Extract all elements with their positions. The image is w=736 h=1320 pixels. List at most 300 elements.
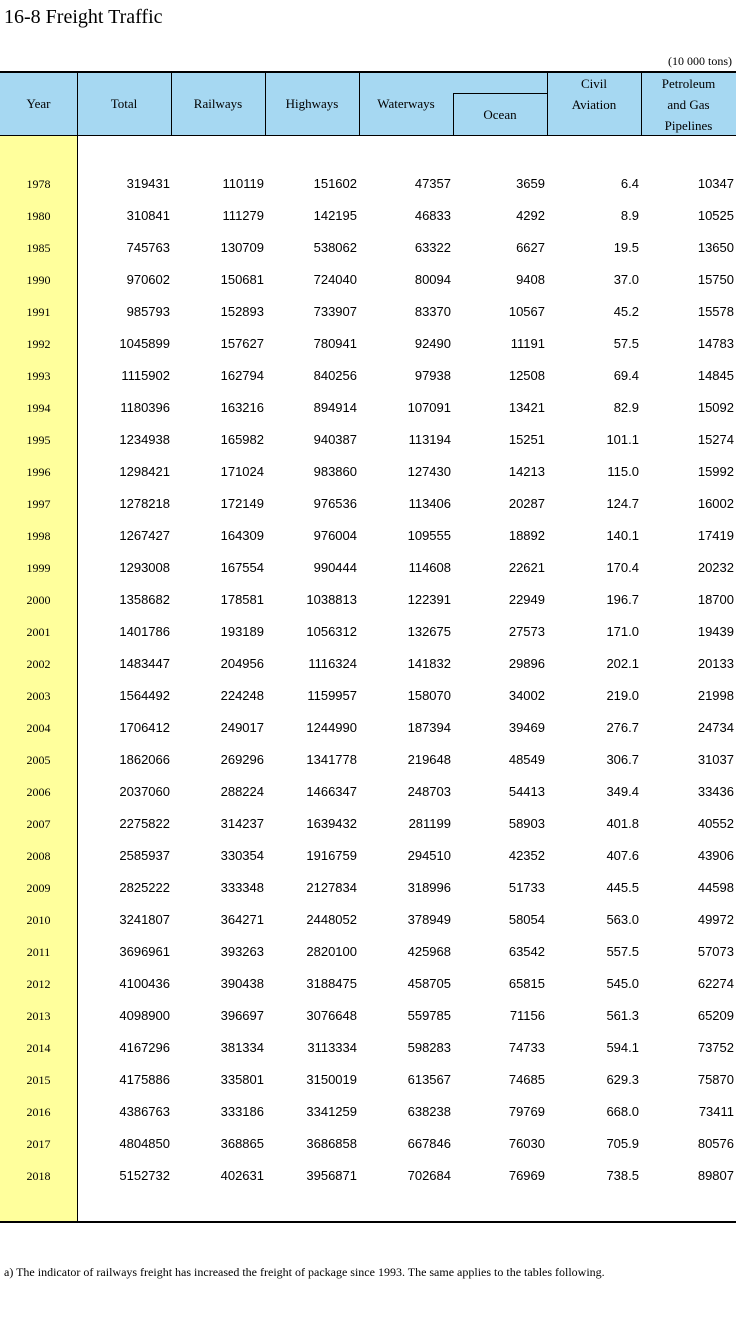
pipelines-cell: 80576 (697, 1136, 734, 1151)
pipelines-cell: 15750 (697, 272, 734, 287)
year-cell: 2007 (26, 817, 51, 831)
total-cell: 1267427 (119, 528, 170, 543)
pipelines-cell: 10347 (697, 176, 734, 191)
civil-aviation-cell: 115.0 (607, 464, 639, 479)
table-row (0, 744, 736, 776)
ocean-cell: 20287 (508, 496, 545, 511)
civil-aviation-cell: 82.9 (613, 400, 639, 415)
civil-aviation-cell: 140.1 (606, 528, 639, 543)
table-row (0, 648, 736, 680)
highways-cell: 2820100 (306, 944, 357, 959)
highways-cell: 3150019 (306, 1072, 357, 1087)
railways-cell: 314237 (220, 816, 264, 831)
table-row (0, 936, 736, 968)
highways-cell: 1916759 (306, 848, 357, 863)
year-cell: 2002 (26, 657, 51, 671)
table-bottom-rule (0, 1221, 736, 1223)
railways-cell: 164309 (220, 528, 264, 543)
ocean-cell: 71156 (509, 1008, 545, 1023)
table-row (0, 1128, 736, 1160)
waterways-cell: 158070 (407, 688, 451, 703)
civil-aviation-cell: 124.7 (606, 496, 639, 511)
pipelines-cell: 15578 (697, 304, 734, 319)
waterways-cell: 458705 (407, 976, 451, 991)
total-cell: 745763 (126, 240, 170, 255)
waterways-cell: 219648 (407, 752, 451, 767)
railways-cell: 393263 (220, 944, 264, 959)
year-cell: 1996 (26, 465, 51, 479)
highways-cell: 1056312 (306, 624, 357, 639)
civil-aviation-cell: 349.4 (606, 784, 639, 799)
total-cell: 1293008 (119, 560, 170, 575)
railways-cell: 172149 (220, 496, 264, 511)
year-cell: 2006 (26, 785, 51, 799)
year-cell: 2005 (26, 753, 51, 767)
civil-aviation-cell: 57.5 (613, 336, 639, 351)
highways-cell: 976004 (313, 528, 357, 543)
civil-aviation-cell: 306.7 (606, 752, 639, 767)
highways-cell: 3076648 (306, 1008, 357, 1023)
year-cell: 1985 (26, 241, 51, 255)
ocean-cell: 79769 (508, 1104, 545, 1119)
waterways-cell: 667846 (407, 1136, 451, 1151)
total-cell: 4167296 (119, 1040, 170, 1055)
railways-cell: 110119 (222, 176, 264, 191)
highways-cell: 1244990 (306, 720, 357, 735)
civil-aviation-cell: 629.3 (606, 1072, 639, 1087)
ocean-cell: 22949 (508, 592, 545, 607)
highways-cell: 142195 (313, 208, 357, 223)
civil-aviation-cell: 705.9 (606, 1136, 639, 1151)
ocean-cell: 12508 (508, 368, 545, 383)
railways-cell: 130709 (220, 240, 264, 255)
civil-aviation-cell: 219.0 (606, 688, 639, 703)
year-cell: 2000 (26, 593, 51, 607)
ocean-cell: 58903 (508, 816, 545, 831)
pipelines-cell: 19439 (697, 624, 734, 639)
total-cell: 1401786 (119, 624, 170, 639)
railways-cell: 390438 (220, 976, 264, 991)
waterways-cell: 294510 (407, 848, 451, 863)
highways-cell: 2448052 (306, 912, 357, 927)
year-cell: 2017 (26, 1137, 51, 1151)
table-row (0, 232, 736, 264)
ocean-cell: 63542 (508, 944, 545, 959)
header-pipelines-line3: Pipelines (664, 118, 713, 133)
year-cell: 1991 (26, 305, 51, 319)
civil-aviation-cell: 276.7 (606, 720, 639, 735)
railways-cell: 381334 (220, 1040, 264, 1055)
total-cell: 985793 (126, 304, 170, 319)
waterways-cell: 318996 (407, 880, 451, 895)
waterways-cell: 92490 (414, 336, 451, 351)
table-row (0, 296, 736, 328)
railways-cell: 330354 (220, 848, 264, 863)
railways-cell: 163216 (220, 400, 264, 415)
pipelines-cell: 31037 (697, 752, 734, 767)
waterways-cell: 378949 (407, 912, 451, 927)
header-total: Total (110, 96, 138, 111)
total-cell: 2825222 (119, 880, 170, 895)
header-civil-aviation-line2: Aviation (571, 97, 617, 112)
total-cell: 1706412 (119, 720, 170, 735)
table-row (0, 488, 736, 520)
pipelines-cell: 15092 (697, 400, 734, 415)
highways-cell: 733907 (313, 304, 357, 319)
table-row (0, 808, 736, 840)
header-ocean: Ocean (483, 107, 517, 122)
waterways-cell: 187394 (407, 720, 451, 735)
highways-cell: 3341259 (306, 1104, 357, 1119)
ocean-cell: 39469 (508, 720, 545, 735)
highways-cell: 940387 (313, 432, 357, 447)
civil-aviation-cell: 45.2 (613, 304, 639, 319)
total-cell: 970602 (126, 272, 170, 287)
table-row (0, 616, 736, 648)
highways-cell: 840256 (313, 368, 357, 383)
waterways-cell: 559785 (407, 1008, 451, 1023)
civil-aviation-cell: 69.4 (613, 368, 639, 383)
total-cell: 4100436 (119, 976, 170, 991)
table-row (0, 1064, 736, 1096)
total-cell: 4386763 (119, 1104, 170, 1119)
pipelines-cell: 15992 (697, 464, 734, 479)
waterways-cell: 107091 (407, 400, 451, 415)
highways-cell: 976536 (313, 496, 357, 511)
railways-cell: 333348 (220, 880, 264, 895)
ocean-cell: 65815 (508, 976, 545, 991)
waterways-cell: 83370 (414, 304, 451, 319)
waterways-cell: 127430 (407, 464, 451, 479)
waterways-cell: 613567 (407, 1072, 451, 1087)
railways-cell: 396697 (220, 1008, 264, 1023)
year-cell: 2011 (26, 945, 51, 959)
ocean-cell: 13421 (508, 400, 545, 415)
pipelines-cell: 73411 (698, 1104, 734, 1119)
table-row (0, 520, 736, 552)
waterways-cell: 113194 (408, 432, 451, 447)
total-cell: 319431 (126, 176, 170, 191)
pipelines-cell: 20232 (697, 560, 734, 575)
total-cell: 3696961 (119, 944, 170, 959)
pipelines-cell: 49972 (697, 912, 734, 927)
ocean-cell: 18892 (508, 528, 545, 543)
header-highways: Highways (285, 96, 339, 111)
pipelines-cell: 57073 (697, 944, 734, 959)
pipelines-cell: 73752 (697, 1040, 734, 1055)
ocean-cell: 4292 (516, 208, 545, 223)
railways-cell: 204956 (220, 656, 264, 671)
railways-cell: 368865 (220, 1136, 264, 1151)
civil-aviation-cell: 407.6 (606, 848, 639, 863)
total-cell: 1180396 (120, 400, 170, 415)
table-row (0, 328, 736, 360)
pipelines-cell: 89807 (697, 1168, 734, 1183)
header-waterways: Waterways (377, 96, 435, 111)
table-row (0, 872, 736, 904)
civil-aviation-cell: 563.0 (606, 912, 639, 927)
ocean-cell: 76030 (508, 1136, 545, 1151)
ocean-cell: 48549 (508, 752, 545, 767)
civil-aviation-cell: 557.5 (606, 944, 639, 959)
year-cell: 2012 (26, 977, 51, 991)
total-cell: 4804850 (119, 1136, 170, 1151)
freight-table (0, 71, 736, 1223)
total-cell: 4175886 (119, 1072, 170, 1087)
railways-cell: 224248 (220, 688, 264, 703)
pipelines-cell: 65209 (697, 1008, 734, 1023)
waterways-cell: 47357 (414, 176, 451, 191)
year-cell: 2001 (26, 625, 51, 639)
highways-cell: 538062 (313, 240, 357, 255)
total-cell: 310841 (126, 208, 170, 223)
table-row (0, 584, 736, 616)
civil-aviation-cell: 8.9 (620, 208, 639, 223)
highways-cell: 1341778 (306, 752, 357, 767)
civil-aviation-cell: 545.0 (606, 976, 639, 991)
waterways-cell: 109555 (407, 528, 451, 543)
ocean-cell: 29896 (508, 656, 545, 671)
total-cell: 2585937 (119, 848, 170, 863)
highways-cell: 780941 (313, 336, 357, 351)
highways-cell: 990444 (313, 560, 357, 575)
year-cell: 1995 (26, 433, 51, 447)
highways-cell: 3686858 (306, 1136, 357, 1151)
highways-cell: 1466347 (306, 784, 357, 799)
pipelines-cell: 75870 (697, 1072, 734, 1087)
pipelines-cell: 14783 (697, 336, 734, 351)
table-row (0, 424, 736, 456)
header-civil-aviation-line1: Civil (580, 76, 607, 91)
highways-cell: 1159957 (307, 688, 357, 703)
waterways-cell: 132675 (407, 624, 451, 639)
table-row (0, 840, 736, 872)
civil-aviation-cell: 19.5 (613, 240, 639, 255)
civil-aviation-cell: 196.7 (606, 592, 639, 607)
highways-cell: 1116324 (308, 656, 357, 671)
table-row (0, 1160, 736, 1192)
ocean-cell: 14213 (508, 464, 545, 479)
total-cell: 1278218 (119, 496, 170, 511)
civil-aviation-cell: 668.0 (606, 1104, 639, 1119)
waterways-cell: 114608 (408, 560, 451, 575)
year-cell: 1994 (26, 401, 51, 415)
highways-cell: 724040 (313, 272, 357, 287)
footnote: a) The indicator of railways freight has increased the freight of package since 1993. The same applies to the tables following. (4, 1265, 605, 1279)
railways-cell: 165982 (220, 432, 264, 447)
highways-cell: 2127834 (306, 880, 357, 895)
ocean-cell: 27573 (508, 624, 545, 639)
total-cell: 2275822 (119, 816, 170, 831)
total-cell: 4098900 (119, 1008, 170, 1023)
pipelines-cell: 43906 (697, 848, 734, 863)
highways-cell: 983860 (313, 464, 357, 479)
year-cell: 2009 (26, 881, 51, 895)
pipelines-cell: 62274 (697, 976, 734, 991)
civil-aviation-cell: 738.5 (606, 1168, 639, 1183)
waterways-cell: 425968 (407, 944, 451, 959)
total-cell: 1045899 (119, 336, 170, 351)
ocean-cell: 22621 (508, 560, 545, 575)
pipelines-cell: 21998 (697, 688, 734, 703)
total-cell: 1564492 (119, 688, 170, 703)
waterways-cell: 248703 (407, 784, 451, 799)
civil-aviation-cell: 202.1 (606, 656, 639, 671)
ocean-cell: 51733 (508, 880, 545, 895)
ocean-cell: 15251 (508, 432, 545, 447)
year-cell: 1990 (26, 273, 51, 287)
total-cell: 1483447 (119, 656, 170, 671)
total-cell: 3241807 (119, 912, 170, 927)
civil-aviation-cell: 37.0 (613, 272, 639, 287)
railways-cell: 249017 (220, 720, 264, 735)
waterways-cell: 122391 (407, 592, 451, 607)
ocean-cell: 11191 (510, 336, 545, 351)
highways-cell: 3956871 (306, 1168, 357, 1183)
railways-cell: 171024 (220, 464, 264, 479)
ocean-cell: 54413 (508, 784, 545, 799)
total-cell: 1298421 (119, 464, 170, 479)
year-cell: 1999 (26, 561, 51, 575)
waterways-cell: 46833 (414, 208, 451, 223)
year-cell: 1993 (26, 369, 51, 383)
year-cell: 1992 (26, 337, 51, 351)
pipelines-cell: 14845 (697, 368, 734, 383)
table-row (0, 456, 736, 488)
header-year: Year (26, 96, 51, 111)
ocean-cell: 74733 (508, 1040, 545, 1055)
year-cell: 2003 (26, 689, 51, 703)
table-row (0, 360, 736, 392)
highways-cell: 3188475 (306, 976, 357, 991)
table-row (0, 1032, 736, 1064)
highways-cell: 1038813 (306, 592, 357, 607)
highways-cell: 151602 (313, 176, 357, 191)
waterways-cell: 281199 (408, 816, 451, 831)
highways-cell: 3113334 (307, 1040, 357, 1055)
total-cell: 1115902 (121, 368, 170, 383)
waterways-cell: 638238 (407, 1104, 451, 1119)
ocean-cell: 58054 (508, 912, 545, 927)
ocean-cell: 3659 (516, 176, 545, 191)
table-row (0, 264, 736, 296)
year-cell: 1998 (26, 529, 51, 543)
total-cell: 1862066 (119, 752, 170, 767)
total-cell: 1234938 (119, 432, 170, 447)
table-row (0, 776, 736, 808)
waterways-cell: 80094 (414, 272, 451, 287)
ocean-cell: 34002 (508, 688, 545, 703)
civil-aviation-cell: 445.5 (606, 880, 639, 895)
railways-cell: 288224 (220, 784, 264, 799)
year-cell: 1997 (26, 497, 51, 511)
pipelines-cell: 44598 (697, 880, 734, 895)
table-row (0, 712, 736, 744)
railways-cell: 402631 (220, 1168, 264, 1183)
civil-aviation-cell: 171.0 (606, 624, 639, 639)
pipelines-cell: 13650 (697, 240, 734, 255)
pipelines-cell: 20133 (697, 656, 734, 671)
waterways-cell: 598283 (407, 1040, 451, 1055)
ocean-subheader-rule (453, 93, 547, 94)
pipelines-cell: 16002 (697, 496, 734, 511)
ocean-cell: 42352 (508, 848, 545, 863)
table-row (0, 168, 736, 200)
table-row (0, 552, 736, 584)
table-row (0, 392, 736, 424)
railways-cell: 333186 (220, 1104, 264, 1119)
railways-cell: 364271 (220, 912, 264, 927)
total-cell: 5152732 (119, 1168, 170, 1183)
header-bottom-rule (0, 135, 736, 136)
pipelines-cell: 33436 (697, 784, 734, 799)
railways-cell: 162794 (220, 368, 264, 383)
railways-cell: 193189 (220, 624, 264, 639)
waterways-cell: 141832 (407, 656, 451, 671)
table-row (0, 200, 736, 232)
ocean-cell: 6627 (516, 240, 545, 255)
pipelines-cell: 15274 (697, 432, 734, 447)
ocean-cell: 10567 (508, 304, 545, 319)
waterways-cell: 702684 (407, 1168, 451, 1183)
table-body (0, 168, 736, 1192)
railways-cell: 111279 (222, 208, 264, 223)
civil-aviation-cell: 401.8 (606, 816, 639, 831)
year-cell: 2008 (26, 849, 51, 863)
year-cell: 2004 (26, 721, 51, 735)
total-cell: 2037060 (119, 784, 170, 799)
civil-aviation-cell: 6.4 (620, 176, 639, 191)
table-row (0, 904, 736, 936)
header-pipelines-line2: and Gas (667, 97, 710, 112)
railways-cell: 150681 (220, 272, 264, 287)
table-row (0, 1000, 736, 1032)
pipelines-cell: 18700 (697, 592, 734, 607)
waterways-cell: 97938 (414, 368, 451, 383)
railways-cell: 157627 (220, 336, 264, 351)
unit-note: (10 000 tons) (668, 54, 732, 68)
ocean-cell: 76969 (508, 1168, 545, 1183)
header-railways: Railways (193, 96, 243, 111)
railways-cell: 152893 (220, 304, 264, 319)
highways-cell: 1639432 (306, 816, 357, 831)
year-cell: 2010 (26, 913, 51, 927)
pipelines-cell: 10525 (697, 208, 734, 223)
table-row (0, 1096, 736, 1128)
year-cell: 2015 (26, 1073, 51, 1087)
ocean-cell: 74685 (508, 1072, 545, 1087)
civil-aviation-cell: 561.3 (606, 1008, 639, 1023)
header-pipelines-line1: Petroleum (661, 76, 716, 91)
railways-cell: 178581 (220, 592, 264, 607)
civil-aviation-cell: 101.1 (606, 432, 639, 447)
year-cell: 2016 (26, 1105, 51, 1119)
total-cell: 1358682 (119, 592, 170, 607)
waterways-cell: 63322 (414, 240, 451, 255)
railways-cell: 167554 (220, 560, 264, 575)
civil-aviation-cell: 594.1 (606, 1040, 639, 1055)
ocean-cell: 9408 (516, 272, 545, 287)
railways-cell: 335801 (220, 1072, 264, 1087)
year-cell: 2018 (26, 1169, 51, 1183)
highways-cell: 894914 (313, 400, 357, 415)
table-row (0, 680, 736, 712)
pipelines-cell: 40552 (697, 816, 734, 831)
civil-aviation-cell: 170.4 (606, 560, 639, 575)
railways-cell: 269296 (220, 752, 264, 767)
year-cell: 1980 (26, 209, 51, 223)
pipelines-cell: 24734 (697, 720, 734, 735)
